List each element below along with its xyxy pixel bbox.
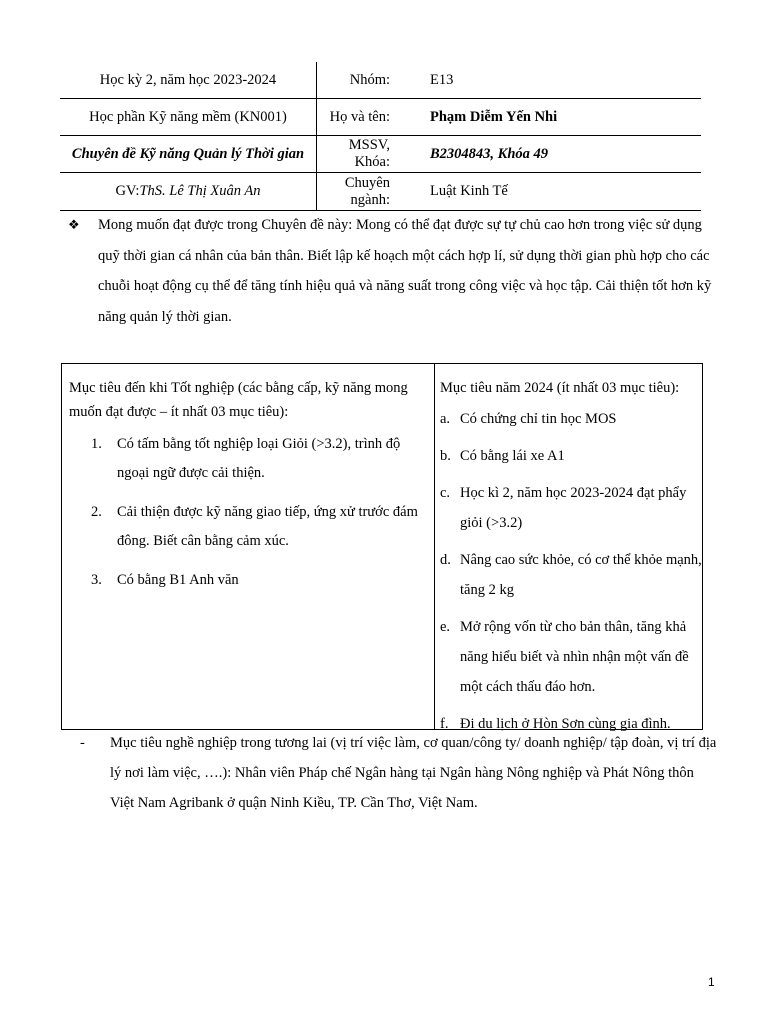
list-item (69, 566, 434, 595)
list-item (440, 545, 702, 605)
career-paragraph (80, 728, 720, 818)
name-label: Họ và tên: (329, 108, 390, 125)
list-item (440, 478, 702, 538)
item-text: Có bằng B1 Anh văn (117, 572, 239, 588)
item-text: Cải thiện được kỹ năng giao tiếp, ứng xử trước đám đông. Biết cân bằng cảm xúc. (117, 504, 418, 549)
student-id-label: MSSV, Khóa: (348, 137, 390, 170)
header-row-course (60, 99, 701, 136)
goals-table (61, 363, 703, 730)
course-cell: Học phần Kỹ năng mềm (KN001) (60, 99, 317, 135)
list-item (69, 498, 434, 556)
list-item (440, 404, 702, 434)
group-label: Nhóm: (349, 71, 390, 88)
list-item (69, 430, 434, 488)
item-text: Có tấm bằng tốt nghiệp loại Giỏi (>3.2), trình độ ngoại ngữ được cải thiện. (117, 436, 401, 481)
lecturer-name: ThS. Lê Thị Xuân An (139, 183, 261, 199)
graduation-goals-heading: Mục tiêu đến khi Tốt nghiệp (các bằng cấp, kỹ năng mong muốn đạt được – ít nhất 03 mục tiêu): (69, 380, 408, 420)
header-table (60, 62, 701, 211)
list-item (440, 441, 702, 471)
item-letter: d. (440, 552, 451, 568)
list-item (440, 612, 702, 702)
item-text: Có chứng chỉ tin học MOS (460, 411, 617, 427)
student-id-value: B2304843, Khóa 49 (430, 145, 549, 162)
header-row-lecturer (60, 173, 701, 211)
group-value: E13 (430, 71, 454, 88)
wish-paragraph (68, 210, 718, 332)
page-number: 1 (708, 975, 715, 989)
item-text: Mở rộng vốn từ cho bản thân, tăng khả năng hiểu biết và nhìn nhận một vấn đề một cách thấu đáo hơn. (460, 619, 689, 695)
item-letter: e. (440, 619, 451, 635)
lecturer-cell (60, 173, 317, 210)
graduation-goals-cell (62, 364, 435, 729)
item-number: 1. (91, 436, 102, 452)
major-value: Luật Kinh Tế (430, 183, 508, 199)
header-row-topic (60, 136, 701, 173)
item-text: Nâng cao sức khỏe, có cơ thể khỏe mạnh, tăng 2 kg (460, 552, 702, 598)
item-letter: b. (440, 448, 451, 464)
dash-bullet: - (80, 735, 85, 751)
header-row-semester (60, 62, 701, 99)
semester-cell: Học kỳ 2, năm học 2023-2024 (60, 62, 317, 98)
major-label: Chuyên ngành: (344, 174, 390, 208)
graduation-goals-list (69, 430, 434, 595)
item-text: Có bằng lái xe A1 (460, 448, 565, 464)
item-letter: f. (440, 716, 449, 732)
year-goals-heading: Mục tiêu năm 2024 (ít nhất 03 mục tiêu): (440, 380, 680, 396)
wish-text: Mong muốn đạt được trong Chuyên đề này: Mong có thể đạt được sự tự chủ cao hơn trong việc sử dụng quỹ thời gian cá nhân của bản thân. Biết lập kế hoạch một cách hợp lí, sử dụng thời gian phù hợp cho các chuỗi hoạt động cụ thể để tăng tính hiệu quả và năng suất trong công việc và học tập. Cải thiện tốt hơn kỹ năng quản lý thời gian. (98, 217, 712, 325)
career-text: Mục tiêu nghề nghiệp trong tương lai (vị trí việc làm, cơ quan/công ty/ doanh nghiệp/ tập đoàn, vị trí địa lý nơi làm việc, ….): Nhân viên Pháp chế Ngân hàng tại Ngân hàng Nông nghiệp và Phát Nông thôn Việt Nam Agribank ở quận Ninh Kiều, TP. Cần Thơ, Việt Nam. (110, 735, 717, 811)
lecturer-prefix: GV: (115, 183, 140, 199)
diamond-bullet-icon: ❖ (68, 217, 80, 232)
year-goals-list (440, 404, 702, 739)
item-letter: c. (440, 485, 451, 501)
student-name: Phạm Diễm Yến Nhi (430, 108, 558, 125)
item-text: Đi du lịch ở Hòn Sơn cùng gia đình. (460, 716, 671, 732)
item-number: 3. (91, 572, 102, 588)
year-goals-cell (435, 364, 702, 732)
topic-cell: Chuyên đề Kỹ năng Quản lý Thời gian (60, 136, 317, 172)
item-number: 2. (91, 504, 102, 520)
item-text: Học kì 2, năm học 2023-2024 đạt phẩy giỏi (>3.2) (460, 485, 687, 531)
item-letter: a. (440, 411, 451, 427)
